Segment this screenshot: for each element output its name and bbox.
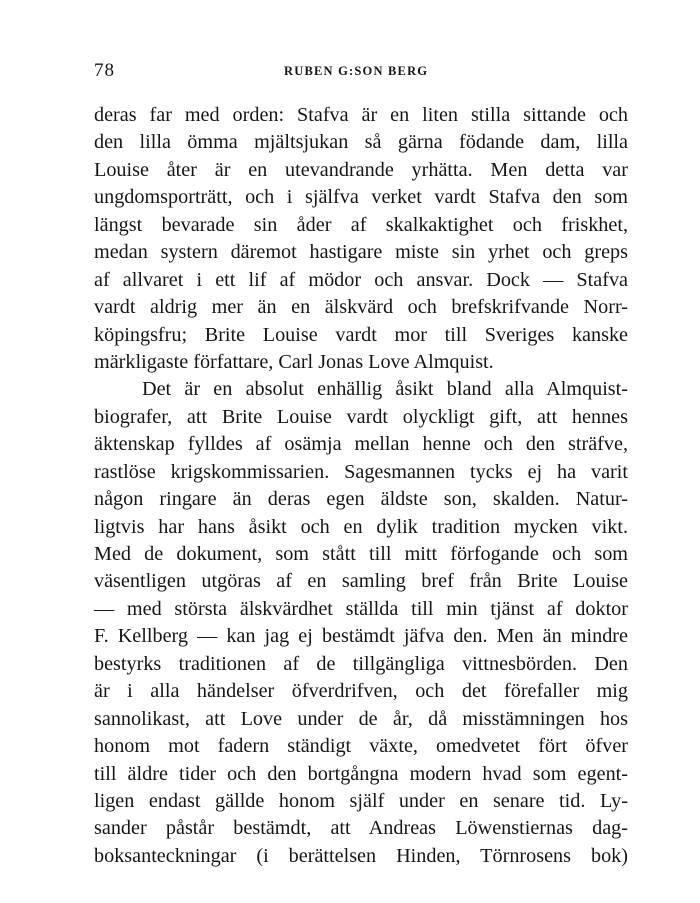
text-line: sander påstår bestämdt, att Andreas Löwenstiernas dag- [94,817,628,840]
text-line: deras far med orden: Stafva är en liten stilla sittande och [94,104,628,126]
text-line: — med största älskvärdhet ställda till min tjänst af doktor [94,597,628,620]
text-line: rastlöse krigskommissarien. Sagesmannen tycks ej ha varit [94,460,628,483]
text-line: ligen endast gällde honom själf under en senare tid. Ly- [94,789,628,812]
text-line: väsentligen utgöras af en samling bref från Brite Louise [94,570,628,593]
running-head [94,60,628,90]
text-line: bestyrks traditionen af de tillgängliga vittnesbörden. Den [94,652,628,675]
text-line: sannolikast, att Love under de år, då misstämningen hos [94,707,628,730]
text-line: honom mot fadern ständigt växte, omedvetet fört öfver [94,735,628,758]
paragraph-end-line: märkligaste författare, Carl Jonas Love Almquist. [94,350,494,373]
text-line: köpingsfru; Brite Louise vardt mor till Sveriges kanske [94,323,628,346]
text-line: den lilla ömma mjältsjukan så gärna födande dam, lilla [94,131,628,154]
body-text [94,102,628,870]
text-line: Med de dokument, som stått till mitt förfogande och som [94,543,628,565]
text-line: ungdomsporträtt, och i själfva verket vardt Stafva den som [94,186,628,209]
text-line: äktenskap fylldes af osämja mellan henne och den sträfve, [94,433,628,456]
text-line: längst bevarade sin åder af skalkaktighet och friskhet, [94,213,628,236]
text-line: någon ringare än deras egen äldste son, skalden. Natur- [94,488,628,511]
text-line: medan systern däremot hastigare miste sin yrhet och greps [94,241,628,264]
text-line: vardt aldrig mer än en älskvärd och brefskrifvande Norr- [94,296,628,319]
text-line: är i alla händelser öfverdrifven, och det förefaller mig [94,680,628,703]
text-line: biografer, att Brite Louise vardt olyckligt gift, att hennes [94,405,628,428]
running-head-title: RUBEN G:SON BERG [284,64,429,78]
text-line: af allvaret i ett lif af mödor och ansvar. Dock — Stafva [94,268,628,291]
text-line: ligtvis har hans åsikt och en dylik tradition mycken vikt. [94,515,628,538]
book-page [94,60,628,870]
text-line: Louise åter är en utevandrande yrhätta. Men detta var [94,158,628,181]
paragraph-start-line: Det är en absolut enhällig åsikt bland alla Almquist- [142,378,628,401]
page-number: 78 [94,60,115,81]
text-line: F. Kellberg — kan jag ej bestämdt jäfva den. Men än mindre [94,625,628,648]
text-line: till äldre tider och den bortgångna modern hvad som egent- [94,762,628,785]
text-line: boksanteckningar (i berättelsen Hinden, Törnrosens bok) [94,844,628,867]
